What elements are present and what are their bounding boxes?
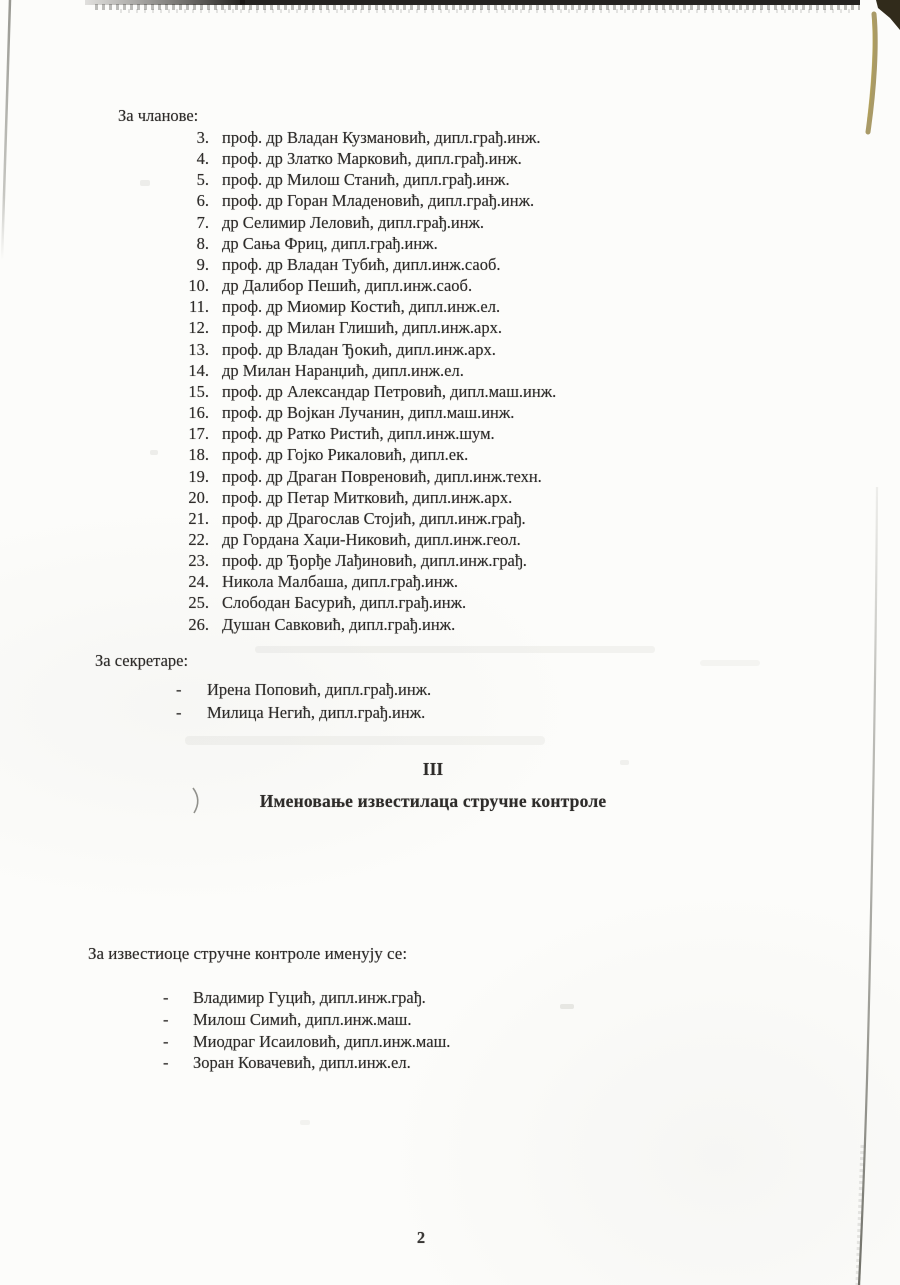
member-list-item bbox=[182, 275, 556, 296]
member-item-number: 10. bbox=[188, 276, 209, 296]
member-item-number: 24. bbox=[188, 572, 209, 592]
member-list-item bbox=[182, 212, 556, 233]
member-item-text: проф. др Златко Марковић, дипл.грађ.инж. bbox=[222, 149, 522, 169]
member-list-item bbox=[182, 571, 556, 592]
member-list-item bbox=[182, 254, 556, 275]
member-item-text: Душан Савковић, дипл.грађ.инж. bbox=[222, 614, 456, 634]
member-list-item bbox=[182, 550, 556, 571]
secretary-list-item bbox=[176, 678, 431, 701]
member-item-text: проф. др Петар Митковић, дипл.инж.арх. bbox=[222, 487, 513, 507]
member-list-item bbox=[182, 487, 556, 508]
member-item-number: 22. bbox=[188, 529, 209, 549]
member-list-item bbox=[182, 190, 556, 211]
member-list-item bbox=[182, 317, 556, 338]
dash-bullet: - bbox=[176, 703, 182, 722]
member-list-item bbox=[182, 169, 556, 190]
member-list-item bbox=[182, 423, 556, 444]
member-item-text: проф. др Гојко Рикаловић, дипл.ек. bbox=[222, 445, 469, 465]
member-item-number: 9. bbox=[196, 254, 209, 274]
member-item-text: Никола Малбаша, дипл.грађ.инж. bbox=[222, 572, 459, 592]
member-item-number: 20. bbox=[188, 487, 209, 507]
member-item-number: 18. bbox=[188, 445, 209, 465]
member-list-item bbox=[182, 592, 556, 613]
member-item-number: 19. bbox=[188, 466, 209, 486]
dash-bullet: - bbox=[163, 988, 169, 1007]
member-item-number: 4. bbox=[196, 149, 209, 169]
reporter-list-item bbox=[163, 1031, 450, 1053]
member-list-item bbox=[182, 444, 556, 465]
section-title: Именовање известилаца стручне контроле bbox=[259, 791, 607, 811]
member-list-item bbox=[182, 529, 556, 550]
member-item-number: 17. bbox=[188, 424, 209, 444]
secretary-item-text: Ирена Поповић, дипл.грађ.инж. bbox=[207, 680, 432, 699]
member-item-number: 21. bbox=[188, 508, 209, 528]
member-list-item bbox=[182, 296, 556, 317]
member-item-text: Слободан Басурић, дипл.грађ.инж. bbox=[222, 593, 467, 613]
member-item-number: 16. bbox=[188, 403, 209, 423]
member-item-number: 3. bbox=[196, 128, 209, 147]
member-list-item bbox=[182, 339, 556, 360]
page-number: 2 bbox=[416, 1228, 426, 1247]
member-item-text: проф. др Владан Тубић, дипл.инж.саоб. bbox=[222, 254, 501, 274]
reporter-item-text: Владимир Гуцић, дипл.инж.грађ. bbox=[193, 988, 426, 1007]
reporters-list bbox=[163, 987, 450, 1074]
member-item-text: др Гордана Хаџи-Никовић, дипл.инж.геол. bbox=[222, 529, 521, 549]
member-item-text: проф. др Војкан Лучанин, дипл.маш.инж. bbox=[222, 403, 515, 423]
reporter-list-item bbox=[163, 987, 450, 1009]
member-item-text: проф. др Ђорђе Лађиновић, дипл.инж.грађ. bbox=[222, 551, 527, 571]
member-item-text: проф. др Милан Глишић, дипл.инж.арх. bbox=[222, 318, 503, 338]
member-list-item bbox=[182, 381, 556, 402]
member-item-text: др Далибор Пешић, дипл.инж.саоб. bbox=[222, 276, 473, 296]
dash-bullet: - bbox=[163, 1009, 169, 1029]
member-item-number: 26. bbox=[188, 614, 209, 634]
member-item-number: 15. bbox=[188, 381, 209, 401]
member-item-number: 12. bbox=[188, 318, 209, 338]
members-list bbox=[182, 127, 556, 635]
member-item-number: 23. bbox=[188, 551, 209, 571]
member-item-number: 5. bbox=[196, 170, 209, 190]
member-item-number: 25. bbox=[188, 593, 209, 613]
member-item-number: 6. bbox=[196, 191, 209, 211]
member-list-item bbox=[182, 402, 556, 423]
member-item-text: проф. др Владан Кузмановић, дипл.грађ.инж. bbox=[222, 128, 541, 147]
member-item-text: проф. др Драган Повреновић, дипл.инж.техн. bbox=[222, 466, 542, 486]
member-item-text: проф. др Ратко Ристић, дипл.инж.шум. bbox=[222, 424, 495, 444]
member-list-item bbox=[182, 148, 556, 169]
member-list-item bbox=[182, 127, 556, 148]
dash-bullet: - bbox=[163, 1053, 169, 1073]
member-item-number: 13. bbox=[188, 339, 209, 359]
member-item-text: проф. др Милош Станић, дипл.грађ.инж. bbox=[222, 170, 510, 190]
member-list-item bbox=[182, 614, 556, 635]
member-item-number: 14. bbox=[188, 360, 209, 380]
reporter-item-text: Зоран Ковачевић, дипл.инж.ел. bbox=[193, 1053, 411, 1073]
member-list-item bbox=[182, 360, 556, 381]
reporter-item-text: Милош Симић, дипл.инж.маш. bbox=[193, 1009, 412, 1029]
secretary-item-text: Милица Негић, дипл.грађ.инж. bbox=[207, 703, 426, 722]
member-item-text: проф. др Горан Младеновић, дипл.грађ.инж. bbox=[222, 191, 535, 211]
reporter-item-text: Миодраг Исаиловић, дипл.инж.маш. bbox=[193, 1031, 451, 1051]
member-item-text: др Сања Фриц, дипл.грађ.инж. bbox=[222, 233, 438, 253]
section-numeral: III bbox=[422, 759, 444, 779]
dash-bullet: - bbox=[163, 1031, 169, 1051]
member-list-item bbox=[182, 508, 556, 529]
secretaries-list bbox=[176, 678, 431, 724]
members-label: За чланове: bbox=[118, 106, 199, 125]
secretary-list-item bbox=[176, 701, 431, 724]
dash-bullet: - bbox=[176, 680, 182, 699]
reporters-intro: За известиоце стручне контроле именују се: bbox=[88, 944, 408, 963]
member-item-number: 7. bbox=[196, 212, 209, 232]
member-item-text: проф. др Драгослав Стојић, дипл.инж.грађ. bbox=[222, 508, 526, 528]
member-item-text: др Милан Наранџић, дипл.инж.ел. bbox=[222, 360, 464, 380]
member-item-number: 8. bbox=[196, 233, 209, 253]
reporter-list-item bbox=[163, 1052, 450, 1074]
reporter-list-item bbox=[163, 1009, 450, 1031]
member-item-number: 11. bbox=[188, 297, 209, 317]
secretaries-label: За секретаре: bbox=[95, 651, 189, 670]
member-item-text: др Селимир Леловић, дипл.грађ.инж. bbox=[222, 212, 485, 232]
member-item-text: проф. др Владан Ђокић, дипл.инж.арх. bbox=[222, 339, 496, 359]
member-item-text: проф. др Александар Петровић, дипл.маш.инж. bbox=[222, 381, 557, 401]
member-list-item bbox=[182, 466, 556, 487]
member-item-text: проф. др Миомир Костић, дипл.инж.ел. bbox=[222, 297, 501, 317]
member-list-item bbox=[182, 233, 556, 254]
